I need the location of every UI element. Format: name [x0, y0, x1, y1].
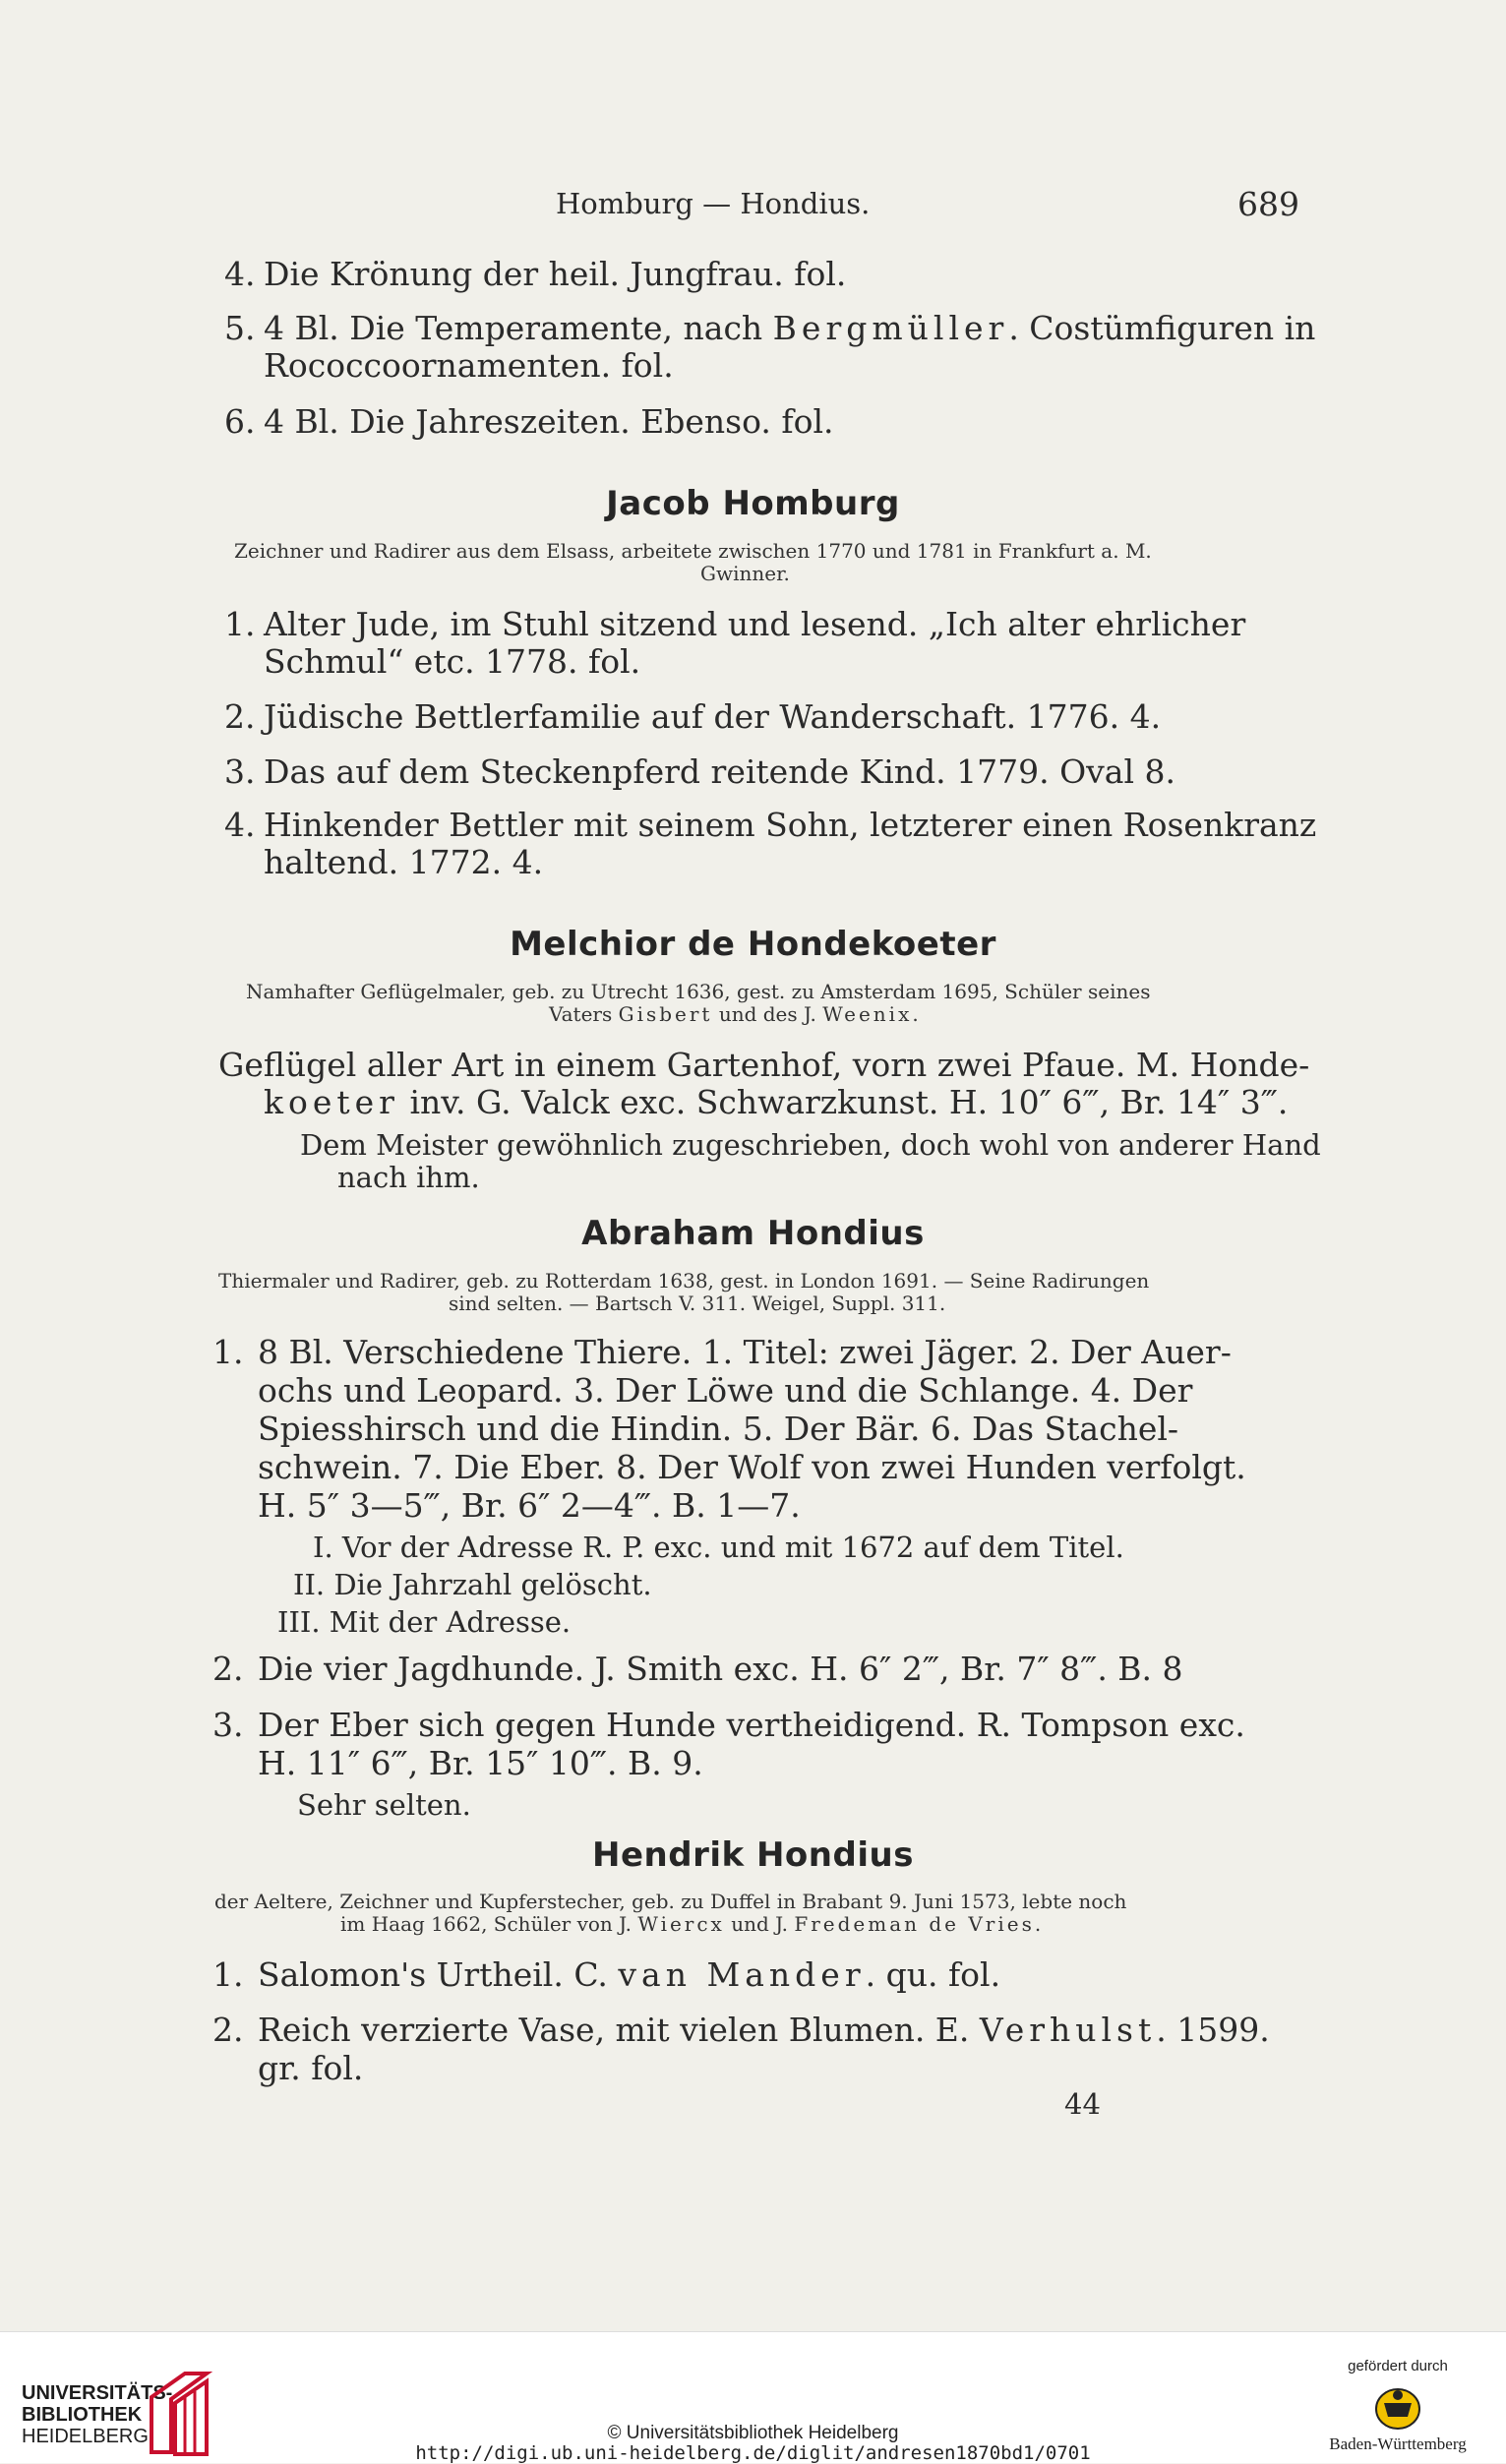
list-item-continuation: ochs und Leopard. 3. Der Löwe und die Schlange. 4. Der	[258, 1371, 1193, 1410]
entry-line: koeter inv. G. Valck exc. Schwarzkunst. H. 10″ 6‴, Br. 14″ 3‴.	[264, 1083, 1289, 1121]
entry-line: Geflügel aller Art in einem Gartenhof, vorn zwei Pfaue. M. Honde-	[218, 1046, 1310, 1084]
scanned-page: Homburg — Hondius. 689 4. Die Krönung der heil. Jungfrau. fol. 5. 4 Bl. Die Temperamente, nach Bergmüller. Costümfiguren in Rococcoornamenten. fol. 6. 4 Bl. Die Jahreszeiten. Ebenso. fol. Jacob Homburg Zeichner und Radirer aus dem Elsass, arbeitete zwischen 1770 und 1781 in Frankfurt a. M. Gwinner. 1. Alter Jude, im Stuhl sitzend und lesend. „Ich alter ehrlicher Schmul“ etc. 1778. fol. 2. Jüdische Bettlerfamilie auf der Wanderschaft. 1776. 4. 3. Das auf dem Steckenpferd reitende Kind. 1779. Oval 8. 4. Hinkender Bettler mit seinem Sohn, letzterer einen Rosenkranz haltend. 1772. 4. Melchior de Hondekoeter Namhafter Geflügelmaler, geb. zu Utrecht 1636, gest. zu Amsterdam 1695, Schüler seines Vaters Gisbert und des J. Weenix. Geflügel aller Art in einem Gartenhof, vorn zwei Pfaue. M. Honde- koeter inv. G. Valck exc. Schwarzkunst. H. 10″ 6‴, Br. 14″ 3‴. Dem Meister gewöhnlich zugeschrieben, doch wohl von anderer Hand nach ihm. Abraham Hondius Thiermaler und Radirer, geb. zu Rotterdam 1638, gest. in London 1691. — Seine Radirungen sind selten. — Bartsch V. 311. Weigel, Suppl. 311. 1. 8 Bl. Verschiedene Thiere. 1. Titel: zwei Jäger. 2. Der Auer- ochs und Leopard. 3. Der Löwe und die Schlange. 4. Der Spiesshirsch und die Hindin. 5. Der Bär. 6. Das Stachel- schwein. 7. Die Eber. 8. Der Wolf von zwei Hunden verfolgt. H. 5″ 3—5‴, Br. 6″ 2—4‴. B. 1—7. I. Vor der Adresse R. P. exc. und mit 1672 auf dem Titel. II. Die Jahrzahl gelöscht. III. Mit der Adresse. 2. Die vier Jagdhunde. J. Smith exc. H. 6″ 2‴, Br. 7″ 8‴. B. 8 3. Der Eber sich gegen Hunde vertheidigend. R. Tompson exc. H. 11″ 6‴, Br. 15″ 10‴. B. 9. Sehr selten. Hendrik Hondius der Aeltere, Zeichner und Kupferstecher, geb. zu Duffel in Brabant 9. Juni 1573, lebte noch im Haag 1662, Schüler von J. Wiercx und J. Fredeman de Vries. 1. Salomon's Urtheil. C. van Mander. qu. fol. 2. Reich verzierte Vase, mit vielen Blumen. E. Verhulst. 1599. gr. fol. 44	[0, 0, 1506, 2331]
permalink-url[interactable]: http://digi.ub.uni-heidelberg.de/diglit/andresen1870bd1/0701	[415, 2442, 1091, 2464]
state-line: II. Die Jahrzahl gelöscht.	[293, 1568, 652, 1601]
running-title: Homburg — Hondius.	[556, 187, 871, 220]
signature-mark: 44	[1064, 2087, 1101, 2121]
biography-line: Vaters Gisbert und des J. Weenix.	[549, 1002, 919, 1026]
note-line: Sehr selten.	[297, 1788, 471, 1822]
note-line: nach ihm.	[337, 1161, 480, 1194]
funded-by-label: gefördert durch	[1348, 2358, 1448, 2374]
section-heading-melchior-de-hondekoeter: Melchior de Hondekoeter	[510, 925, 996, 964]
state-line: I. Vor der Adresse R. P. exc. und mit 1672 auf dem Titel.	[313, 1531, 1124, 1564]
list-item-continuation: Rococcoornamenten. fol.	[264, 346, 674, 385]
biography-line: sind selten. — Bartsch V. 311. Weigel, Suppl. 311.	[449, 1292, 946, 1315]
library-name: UNIVERSITÄTS- BIBLIOTHEK HEIDELBERG	[22, 2382, 173, 2447]
section-heading-hendrik-hondius: Hendrik Hondius	[592, 1835, 914, 1875]
list-item-continuation: haltend. 1772. 4.	[264, 843, 544, 881]
list-item-continuation: Spiesshirsch und die Hindin. 5. Der Bär. 6. Das Stachel-	[258, 1410, 1179, 1448]
list-item-continuation: H. 11″ 6‴, Br. 15″ 10‴. B. 9.	[258, 1744, 703, 1782]
biography-line: Namhafter Geflügelmaler, geb. zu Utrecht 1636, gest. zu Amsterdam 1695, Schüler seines	[246, 980, 1151, 1003]
state-crest-icon	[1358, 2383, 1437, 2433]
biography-line: Gwinner.	[700, 562, 790, 585]
list-item-continuation: H. 5″ 3—5‴, Br. 6″ 2—4‴. B. 1—7.	[258, 1486, 801, 1525]
copyright-notice: © Universitätsbibliothek Heidelberg	[607, 2423, 899, 2443]
footer-banner	[0, 2331, 1506, 2463]
list-item-continuation: Schmul“ etc. 1778. fol.	[264, 642, 641, 681]
page-number: 689	[1237, 185, 1299, 223]
funder-name: Baden-Württemberg	[1329, 2434, 1467, 2453]
biography-line: Zeichner und Radirer aus dem Elsass, arbeitete zwischen 1770 und 1781 in Frankfurt a. M.	[234, 539, 1152, 563]
biography-line: der Aeltere, Zeichner und Kupferstecher, geb. zu Duffel in Brabant 9. Juni 1573, lebte noch	[214, 1890, 1127, 1913]
list-item-continuation: gr. fol.	[258, 2049, 364, 2087]
section-heading-jacob-homburg: Jacob Homburg	[606, 484, 900, 523]
biography-line: Thiermaler und Radirer, geb. zu Rotterdam 1638, gest. in London 1691. — Seine Radirungen	[218, 1269, 1150, 1292]
note-line: Dem Meister gewöhnlich zugeschrieben, doch wohl von anderer Hand	[300, 1128, 1321, 1162]
section-heading-abraham-hondius: Abraham Hondius	[581, 1214, 925, 1253]
state-line: III. Mit der Adresse.	[277, 1605, 572, 1639]
list-item-continuation: schwein. 7. Die Eber. 8. Der Wolf von zwei Hunden verfolgt.	[258, 1448, 1246, 1486]
biography-line: im Haag 1662, Schüler von J. Wiercx und J. Fredeman de Vries.	[340, 1912, 1042, 1936]
